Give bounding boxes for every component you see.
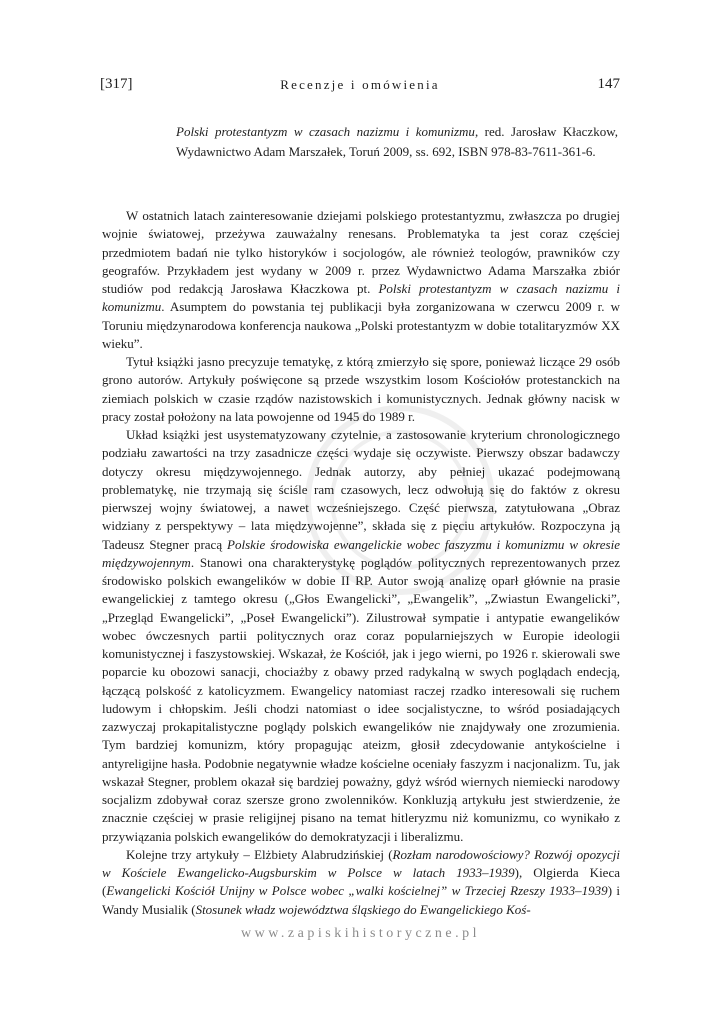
paragraph-text: Kolejne trzy artykuły – Elżbiety Alabrudzińskiej (	[126, 846, 393, 862]
paragraph-text: Tytuł książki jasno precyzuje tematykę, z którą zmierzyło się spore, ponieważ liczące 29 osób grono autorów. Artykuły poświęcone są przede wszystkim losom Kościołów protestanckich na ziemiach polskich w czasie rządów nazistowskich i komunistycznych. Jednak główny nacisk w pracy został położony na lata powojenne od 1945 do 1989 r.	[102, 354, 620, 424]
page-number: 147	[597, 76, 620, 92]
paragraph	[102, 207, 620, 353]
paragraph	[102, 846, 620, 919]
section-title: Recenzje i omówienia	[280, 77, 440, 92]
italic-title-text: Polski protestantyzm w czasach nazizmu i komunizmu	[102, 281, 620, 315]
paragraph-text: ) i Wandy Musialik (	[102, 883, 620, 917]
footer-website: www.zapiskihistoryczne.pl	[241, 926, 480, 941]
paragraph-text: W ostatnich latach zainteresowanie dziejami polskiego protestantyzmu, zwłaszcza po drugiej wojnie światowej, przeżywa zauważalny renesans. Problematyka ta jest coraz częściej przedmiotem badań nie tylko historyków i socjologów, ale również teologów, prawników czy geografów. Przykładem jest wydany w 2009 r. przez Wydawnictwo Adama Marszałka zbiór studiów pod redakcją Jarosława Kłaczkowa pt.	[102, 208, 620, 296]
paragraph	[102, 353, 620, 426]
bibliographic-entry	[176, 122, 618, 161]
paragraph-text: . Asumptem do powstania tej publikacji była zorganizowana w czerwcu 2009 r. w Toruniu międzynarodowa konferencja naukowa „Polski protestantyzm w dobie totalitaryzmów XX wieku”.	[102, 299, 620, 351]
bracket-page-number: [317]	[100, 76, 133, 92]
italic-title-text: Rozłam narodowościowy? Rozwój opozycji w Kościele Ewangelicko-Augsburskim w Polsce w latach 1933–1939	[102, 846, 620, 880]
book-title: Polski protestantyzm w czasach nazizmu i komunizmu	[176, 124, 475, 139]
italic-title-text: Ewangelicki Kościół Unijny w Polsce wobec „walki kościelnej” w Trzeciej Rzeszy 1933–1939	[106, 883, 608, 899]
italic-title-text: Polskie środowiska ewangelickie wobec faszyzmu i komunizmu w okresie międzywojennym	[102, 536, 620, 570]
paragraph	[102, 426, 620, 846]
italic-title-text: Stosunek władz województwa śląskiego do Ewangelickiego Koś-	[195, 901, 531, 917]
running-header	[100, 76, 620, 96]
paragraph-text: . Stanowi ona charakterystykę poglądów politycznych reprezentowanych przez środowisko polskich ewangelików w dobie II RP. Autor swoją analizę oparł głównie na prasie ewangelickiej z tamtego okresu („Głos Ewangelicki”, „Ewangelik”, „Zwiastun Ewangelicki”, „Przegląd Ewangelicki”, „Poseł Ewangelicki”). Zilustrował sympatie i antypatie ewangelików wobec ówczesnych partii politycznych oraz coraz popularniejszych w Europie ideologii komunistycznej i faszystowskiej. Wskazał, że Kościół, jak i jego wierni, po 1926 r. skierowali swe poparcie ku obozowi sanacji, chociażby z obawy przed radykalną w swych poglądach endecją, łączącą polskość z katolicyzmem. Ewangelicy natomiast raczej rzadko interesowali się ruchem ludowym i chłopskim. Jeśli chodzi natomiast o idee socjalistyczne, to wśród posiadających zazwyczaj prokapitalistyczne poglądy polskich ewangelików nie znajdywały one zrozumienia. Tym bardziej komunizm, który propagując ateizm, głosił zdecydowanie antykościelne i antyreligijne hasła. Podobnie negatywnie władze kościelne oceniały faszyzm i nacjonalizm. Tu, jak wskazał Stegner, problem okazał się bardziej poważny, gdyż wśród wiernych niemiecki narodowy socjalizm zdobywał coraz szersze grono zwolenników. Konkluzją artykułu jest stwierdzenie, że znacznie częściej w prasie religijnej pisano na temat hitleryzmu niż komunizmu, co wynikało z przywiązania polskich ewangelików do demokratyzacji i liberalizmu.	[102, 554, 620, 844]
book-details: , red. Jarosław Kłaczkow, Wydawnictwo Adam Marszałek, Toruń 2009, ss. 692, ISBN 978-83-7611-361-6.	[176, 124, 618, 159]
paragraph-text: Układ książki jest usystematyzowany czytelnie, a zastosowanie kryterium chronologicznego podziału zawartości na trzy zasadnicze części wydaje się oczywiste. Pierwszy obszar badawczy dotyczy okresu międzywojennego. Jednak autorzy, aby pełniej ukazać podejmowaną problematykę, nie trzymają się ściśle ram czasowych, lecz odwołują się do faktów z okresu pierwszej wojny światowej, a nawet wcześniejszego. Część pierwsza, zatytułowana „Obraz widziany z perspektywy – lata międzywojenne”, składa się z pięciu artykułów. Rozpoczyna ją Tadeusz Stegner pracą	[102, 427, 620, 552]
paragraph-text: ), Olgierda Kieca (	[102, 865, 620, 899]
review-body	[102, 207, 620, 919]
